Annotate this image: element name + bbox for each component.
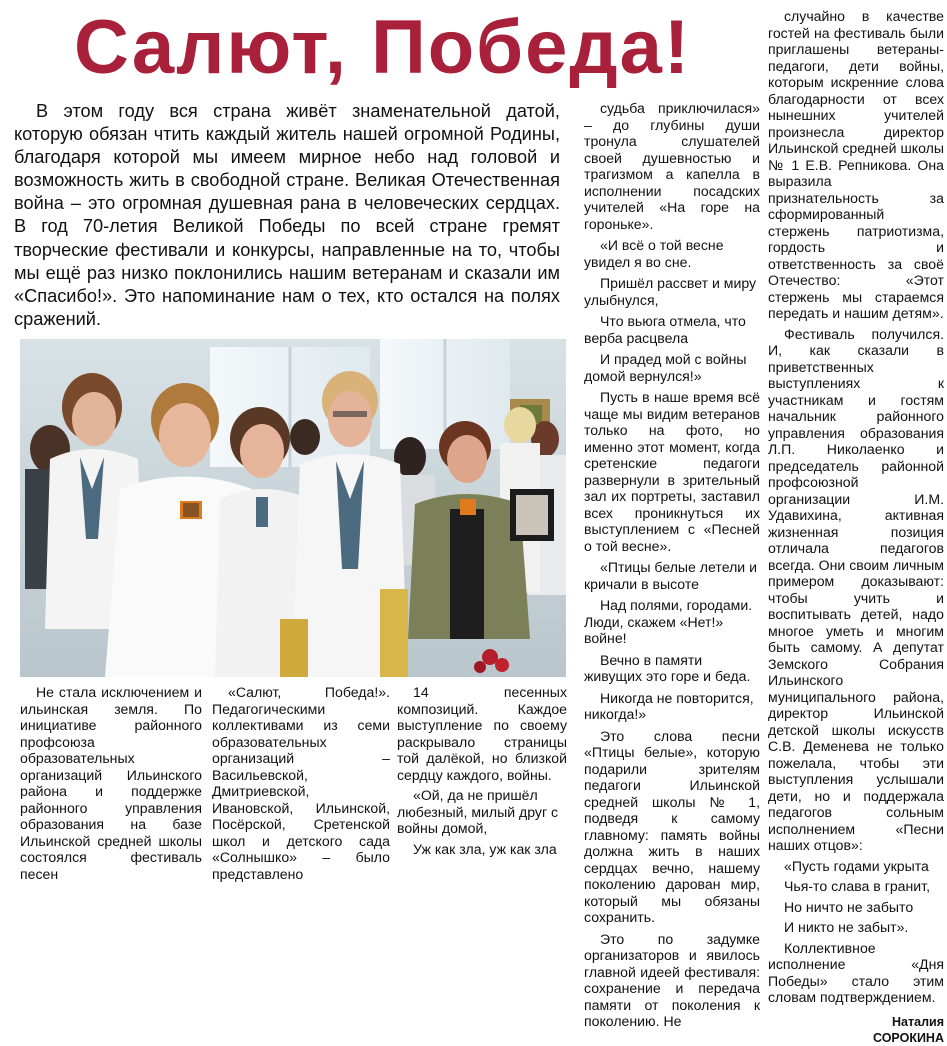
song-verse: Что вьюга отмела, что верба расцвела — [584, 313, 746, 346]
song-verse: И прадед мой с войны домой вернулся!» — [584, 351, 747, 384]
song-verse: «Ой, да не пришёл любезный, милый друг с войны домой, — [397, 787, 559, 836]
paragraph: Фестиваль получился. И, как сказали в приветственных выступлениях к участникам и гостям начальник районного управления образования Л.П. Николаенко и председатель районной профсоюзной организации И.М. Удавихина, активная жизненная позиция отличала педагогов всегда. Они своим личным примером доказывают: чтобы учить и воспитывать детей, надо многое уметь и многим быть самому. А депутат Земского Собрания Ильинского муниципального района, директор Ильинской детской школы искусств С.В. Деменева не только пожелала, чтобы эти выступления услышали дети, но и поддержала педагогов сольным исполнением «Песни наших отцов»: — [768, 325, 944, 853]
song-verse: Пришёл рассвет и миру улыбнулся, — [584, 275, 757, 308]
column-2 — [212, 684, 390, 886]
song-verse: Уж как зла, уж как зла — [413, 840, 557, 857]
paragraph: Не стала исключением и ильинская земля. По инициативе районного профсоюза образовательных организаций Ильинского района и поддержке районного управления образования на базе Ильинской средней школы состоялся фестиваль песен — [20, 684, 202, 882]
column-3 — [397, 684, 567, 861]
paragraph: Пусть в наше время всё чаще мы видим ветеранов только на фото, но именно этот момент, когда сретенские педагоги развернули в зрительный зал их портреты, заставил всех проникнуться их выступлением с «Песней о той весне». — [584, 389, 760, 554]
author-signature — [768, 1014, 944, 1046]
paragraph: «Салют, Победа!». Педагогическими коллективами из семи образовательных организаций – Васильевской, Дмитриевской, Ивановской, Ильинской, Посёрской, Сретенской школ и детского сада «Солнышко» – было представлено — [212, 684, 390, 882]
column-4 — [584, 100, 760, 1035]
song-verse: Вечно в памяти живущих это горе и беда. — [584, 651, 751, 684]
paragraph: 14 песенных композиций. Каждое выступление по своему раскрывало страницы той далёкой, но близкой сердцу каждого, войны. — [397, 684, 567, 783]
author-first-name: Наталия — [892, 1014, 944, 1029]
song-verse: «Пусть годами укрыта — [784, 857, 929, 874]
paragraph: Коллективное исполнение «Дня Победы» стало этим словам подтверждением. — [768, 939, 944, 1005]
lead-paragraph: В этом году вся страна живёт знаменательной датой, которую обязан чтить каждый житель нашей огромной Родины, благодаря которой мы имеем мирное небо над головой и возможность жить в свободной стране. Великая Отечественная война – это огромная душевная рана в человеческих сердцах. В год 70-летия Великой Победы по всей стране гремят творческие фестивали и конкурсы, направленные на то, чтобы мы ещё раз низко поклонились нашим ветеранам и сказали им «Спасибо!». Это напоминание нам о тех, кто остался на полях сражений. — [14, 101, 560, 329]
paragraph: случайно в качестве гостей на фестиваль были приглашены ветераны-педагоги, дети войны, которым искренние слова благодарности от всех нынешних учителей произнесла директор Ильинской средней школы № 1 Е.В. Репникова. Она выразила признательность за сформированный стержень патриотизма, гордость и ответственность за своё Отечество: «Этот стержень мы стараемся передать и нашим детям». — [768, 8, 944, 321]
song-verse: «И всё о той весне увидел я во сне. — [584, 237, 724, 270]
author-last-name: СОРОКИНА — [872, 1030, 944, 1045]
paragraph: судьба приключилася» – до глубины души тронула слушателей своей душевностью и трагизмом а капелла в исполнении посадских учителей «На горе на гороньке». — [584, 100, 760, 232]
song-verse: «Птицы белые летели и кричали в высоте — [584, 559, 757, 592]
song-verse: Над полями, городами. Люди, скажем «Нет!» войне! — [584, 597, 753, 646]
song-verse: И никто не забыт». — [784, 919, 909, 935]
article-photo — [20, 339, 566, 677]
column-1 — [20, 684, 202, 886]
headline: Салют, Победа! — [74, 5, 692, 90]
column-5 — [768, 8, 944, 1046]
song-verse: Но ничто не забыто — [784, 898, 914, 915]
song-verse: Никогда не повторится, никогда!» — [584, 689, 754, 722]
song-verse: Чья-то слава в гранит, — [784, 878, 930, 894]
paragraph: Это по задумке организаторов и явилось главной идеей фестиваля: сохранение и передача памяти от поколения к поколению. Не — [584, 930, 760, 1029]
paragraph: Это слова песни «Птицы белые», которую подарили зрителям педагоги Ильинской средней школы № 1, подведя к самому главному: память войны должна жить в наших сердцах вечно, нашему поколению дарован мир, который мы обязаны сохранить. — [584, 727, 760, 925]
